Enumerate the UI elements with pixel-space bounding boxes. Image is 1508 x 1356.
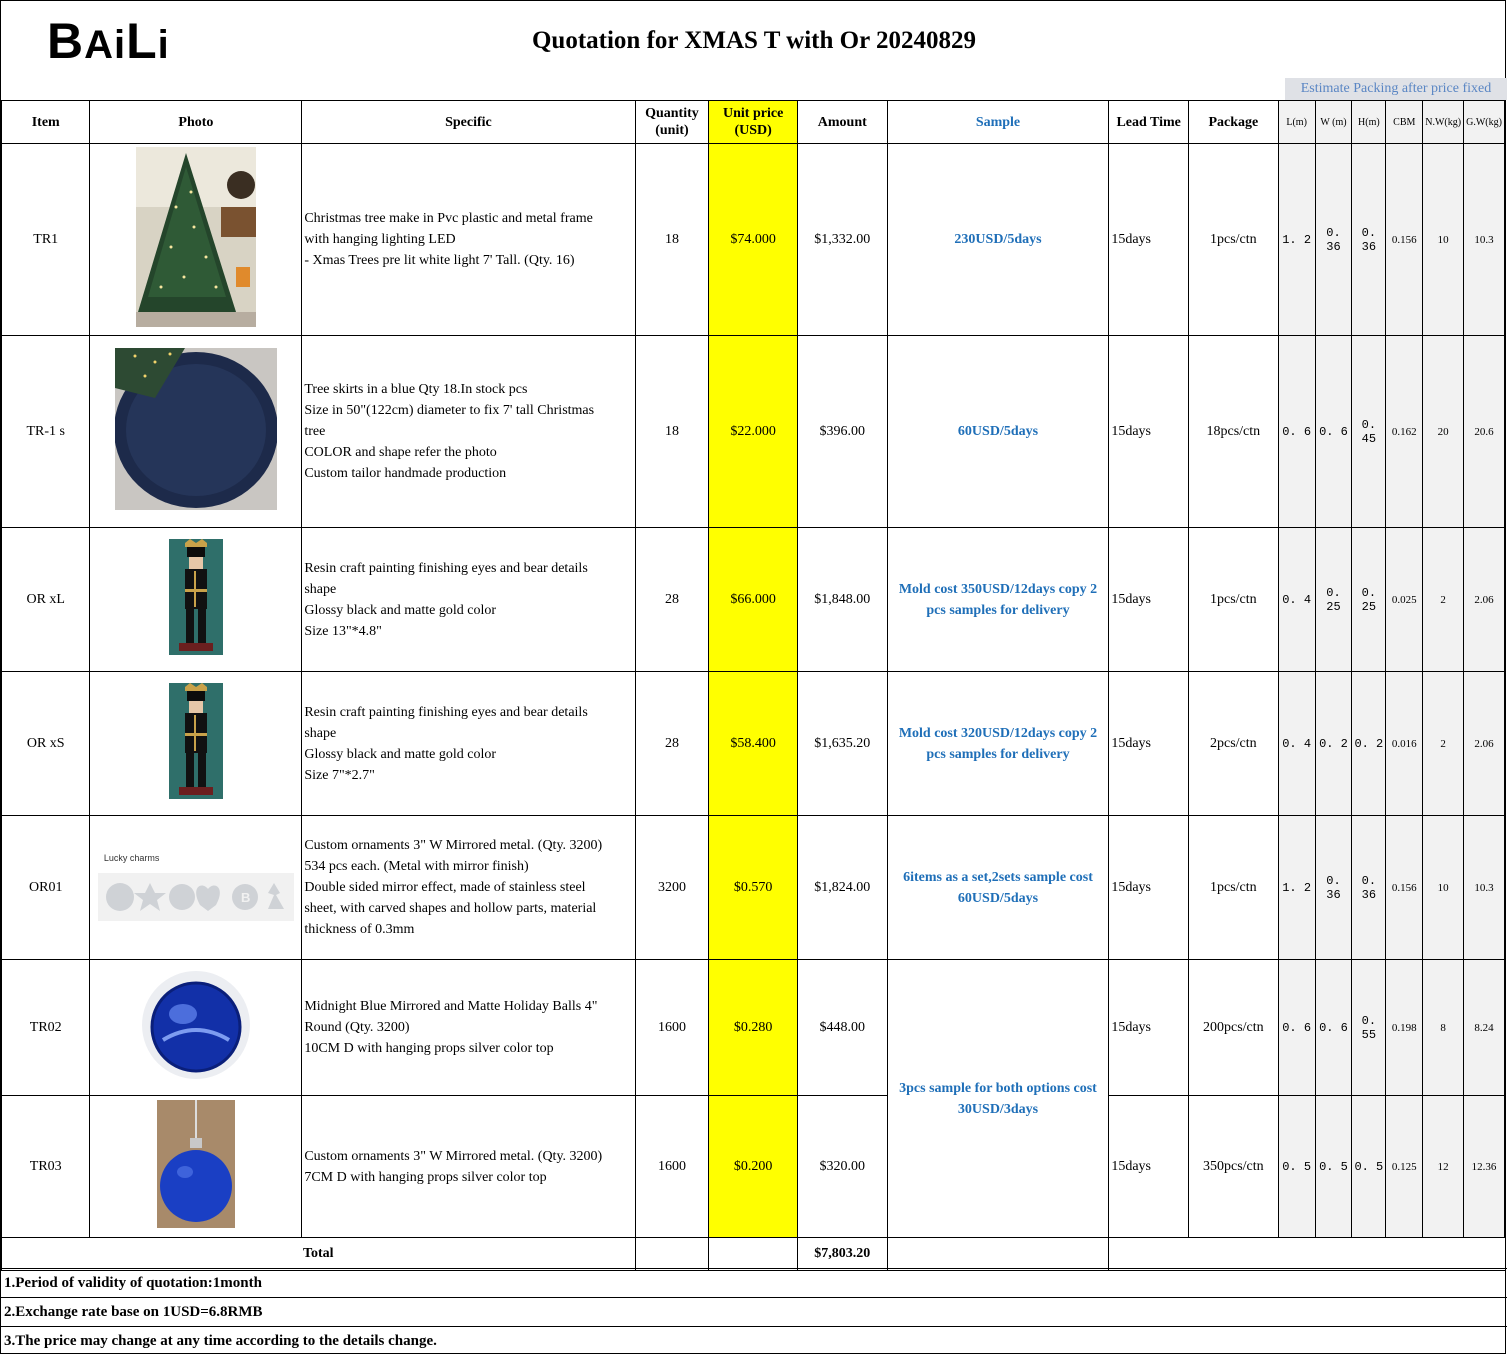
cell-unit-price: $74.000 — [709, 144, 798, 336]
cell-l: 0. 5 — [1278, 1096, 1315, 1238]
cell-lead-time: 15days — [1109, 144, 1189, 336]
cell-unit-price: $22.000 — [709, 336, 798, 528]
cell-quantity: 18 — [635, 144, 709, 336]
cell-w: 0. 36 — [1315, 144, 1352, 336]
header-l: L(m) — [1278, 101, 1315, 144]
cell-amount: $1,824.00 — [797, 816, 887, 960]
cell-l: 1. 2 — [1278, 816, 1315, 960]
cell-w: 0. 2 — [1315, 672, 1352, 816]
cell-photo — [90, 144, 302, 336]
table-row — [2, 336, 1505, 528]
header-gw: G.W(kg) — [1464, 101, 1505, 144]
cell-package: 1pcs/ctn — [1188, 528, 1278, 672]
cell-package: 200pcs/ctn — [1188, 960, 1278, 1096]
cell-specific: Tree skirts in a blue Qty 18.In stock pcs Size in 50"(122cm) diameter to fix 7' tall Christmas tree COLOR and shape refer the photo Custom tailor handmade production — [302, 336, 635, 528]
cell-l: 0. 4 — [1278, 672, 1315, 816]
cell-sample: 230USD/5days — [887, 144, 1109, 336]
cell-w: 0. 25 — [1315, 528, 1352, 672]
cell-item: TR03 — [2, 1096, 90, 1238]
cell-nw: 10 — [1423, 816, 1464, 960]
estimate-packing-label: Estimate Packing after price fixed — [1285, 78, 1507, 100]
cell-package: 2pcs/ctn — [1188, 672, 1278, 816]
total-blank — [1109, 1238, 1505, 1271]
product-photo — [92, 853, 299, 923]
table-row — [2, 816, 1505, 960]
header-lead-time: Lead Time — [1109, 101, 1189, 144]
cell-cbm: 0.198 — [1386, 960, 1423, 1096]
cell-quantity: 28 — [635, 672, 709, 816]
total-qty-cell — [635, 1238, 709, 1271]
cell-gw: 8.24 — [1464, 960, 1505, 1096]
header-sample: Sample — [887, 101, 1109, 144]
cell-sample: 60USD/5days — [887, 336, 1109, 528]
header-w: W (m) — [1315, 101, 1352, 144]
cell-quantity: 1600 — [635, 1096, 709, 1238]
cell-h: 0. 55 — [1352, 960, 1386, 1096]
cell-package: 1pcs/ctn — [1188, 816, 1278, 960]
cell-quantity: 18 — [635, 336, 709, 528]
cell-item: TR-1 s — [2, 336, 90, 528]
cell-nw: 20 — [1423, 336, 1464, 528]
cell-package: 350pcs/ctn — [1188, 1096, 1278, 1238]
header-cbm: CBM — [1386, 101, 1423, 144]
table-row — [2, 528, 1505, 672]
cell-specific: Resin craft painting finishing eyes and bear details shape Glossy black and matte gold color Size 13"*4.8" — [302, 528, 635, 672]
header-amount: Amount — [797, 101, 887, 144]
cell-specific: Midnight Blue Mirrored and Matte Holiday Balls 4" Round (Qty. 3200) 10CM D with hanging props silver color top — [302, 960, 635, 1096]
cell-photo — [90, 528, 302, 672]
cell-specific: Christmas tree make in Pvc plastic and metal frame with hanging lighting LED - Xmas Trees pre lit white light 7' Tall. (Qty. 16) — [302, 144, 635, 336]
cell-cbm: 0.156 — [1386, 144, 1423, 336]
cell-amount: $1,635.20 — [797, 672, 887, 816]
cell-photo — [90, 960, 302, 1096]
cell-l: 1. 2 — [1278, 144, 1315, 336]
cell-lead-time: 15days — [1109, 816, 1189, 960]
product-photo — [92, 147, 299, 332]
quotation-table — [1, 100, 1505, 1271]
cell-package: 1pcs/ctn — [1188, 144, 1278, 336]
cell-h: 0. 5 — [1352, 1096, 1386, 1238]
cell-cbm: 0.125 — [1386, 1096, 1423, 1238]
table-row — [2, 144, 1505, 336]
cell-item: OR xL — [2, 528, 90, 672]
cell-specific: Custom ornaments 3" W Mirrored metal. (Qty. 3200) 534 pcs each. (Metal with mirror finish) Double sided mirror effect, made of stainless steel sheet, with carved shapes and hollow parts, material thickness of 0.3mm — [302, 816, 635, 960]
cell-w: 0. 6 — [1315, 960, 1352, 1096]
note-exchange-rate: 2.Exchange rate base on 1USD=6.8RMB — [1, 1297, 1507, 1326]
header-row — [2, 101, 1505, 144]
cell-cbm: 0.156 — [1386, 816, 1423, 960]
product-photo — [92, 970, 299, 1085]
svg-text:B: B — [240, 889, 251, 905]
cell-specific: Custom ornaments 3" W Mirrored metal. (Qty. 3200) 7CM D with hanging props silver color top — [302, 1096, 635, 1238]
cell-sample: 3pcs sample for both options cost 30USD/3days — [887, 960, 1109, 1238]
product-photo — [92, 683, 299, 804]
cell-sample: Mold cost 350USD/12days copy 2 pcs samples for delivery — [887, 528, 1109, 672]
cell-nw: 2 — [1423, 672, 1464, 816]
table-row — [2, 960, 1505, 1096]
baili-logo: BAiLi — [47, 13, 170, 69]
cell-amount: $320.00 — [797, 1096, 887, 1238]
cell-l: 0. 4 — [1278, 528, 1315, 672]
cell-h: 0. 36 — [1352, 144, 1386, 336]
cell-gw: 20.6 — [1464, 336, 1505, 528]
table-row — [2, 1096, 1505, 1238]
product-photo — [92, 348, 299, 515]
product-photo — [92, 1100, 299, 1233]
header-item: Item — [2, 101, 90, 144]
header-package: Package — [1188, 101, 1278, 144]
header-photo: Photo — [90, 101, 302, 144]
cell-cbm: 0.025 — [1386, 528, 1423, 672]
cell-sample: Mold cost 320USD/12days copy 2 pcs samples for delivery — [887, 672, 1109, 816]
cell-h: 0. 45 — [1352, 336, 1386, 528]
header-unit-price: Unit price (USD) — [709, 101, 798, 144]
cell-specific: Resin craft painting finishing eyes and bear details shape Glossy black and matte gold color Size 7"*2.7" — [302, 672, 635, 816]
cell-lead-time: 15days — [1109, 336, 1189, 528]
cell-package: 18pcs/ctn — [1188, 336, 1278, 528]
cell-item: OR01 — [2, 816, 90, 960]
cell-lead-time: 15days — [1109, 960, 1189, 1096]
cell-w: 0. 6 — [1315, 336, 1352, 528]
cell-nw: 12 — [1423, 1096, 1464, 1238]
cell-unit-price: $0.200 — [709, 1096, 798, 1238]
total-amount: $7,803.20 — [797, 1238, 887, 1271]
cell-gw: 2.06 — [1464, 672, 1505, 816]
cell-w: 0. 36 — [1315, 816, 1352, 960]
cell-w: 0. 5 — [1315, 1096, 1352, 1238]
note-validity: 1.Period of validity of quotation:1month — [1, 1268, 1507, 1297]
cell-unit-price: $0.570 — [709, 816, 798, 960]
header-h: H(m) — [1352, 101, 1386, 144]
cell-nw: 2 — [1423, 528, 1464, 672]
table-row — [2, 672, 1505, 816]
total-sample-cell — [887, 1238, 1109, 1271]
cell-cbm: 0.016 — [1386, 672, 1423, 816]
header-nw: N.W(kg) — [1423, 101, 1464, 144]
cell-lead-time: 15days — [1109, 672, 1189, 816]
cell-nw: 10 — [1423, 144, 1464, 336]
cell-h: 0. 36 — [1352, 816, 1386, 960]
cell-photo — [90, 336, 302, 528]
cell-gw: 2.06 — [1464, 528, 1505, 672]
total-row — [2, 1238, 1505, 1271]
cell-unit-price: $58.400 — [709, 672, 798, 816]
header-specific: Specific — [302, 101, 635, 144]
total-label: Total — [2, 1238, 636, 1271]
cell-item: TR1 — [2, 144, 90, 336]
cell-cbm: 0.162 — [1386, 336, 1423, 528]
header-quantity: Quantity (unit) — [635, 101, 709, 144]
cell-amount: $1,332.00 — [797, 144, 887, 336]
cell-sample: 6items as a set,2sets sample cost 60USD/5days — [887, 816, 1109, 960]
cell-nw: 8 — [1423, 960, 1464, 1096]
cell-photo — [90, 816, 302, 960]
cell-gw: 10.3 — [1464, 144, 1505, 336]
cell-gw: 10.3 — [1464, 816, 1505, 960]
cell-photo — [90, 1096, 302, 1238]
cell-amount: $396.00 — [797, 336, 887, 528]
cell-unit-price: $0.280 — [709, 960, 798, 1096]
cell-gw: 12.36 — [1464, 1096, 1505, 1238]
cell-lead-time: 15days — [1109, 1096, 1189, 1238]
cell-l: 0. 6 — [1278, 960, 1315, 1096]
cell-unit-price: $66.000 — [709, 528, 798, 672]
cell-item: TR02 — [2, 960, 90, 1096]
cell-quantity: 3200 — [635, 816, 709, 960]
cell-amount: $1,848.00 — [797, 528, 887, 672]
note-price-change: 3.The price may change at any time according to the details change. — [1, 1326, 1507, 1355]
cell-item: OR xS — [2, 672, 90, 816]
cell-lead-time: 15days — [1109, 528, 1189, 672]
cell-h: 0. 25 — [1352, 528, 1386, 672]
cell-h: 0. 2 — [1352, 672, 1386, 816]
page-title: Quotation for XMAS T with Or 20240829 — [531, 27, 977, 54]
cell-l: 0. 6 — [1278, 336, 1315, 528]
cell-photo — [90, 672, 302, 816]
photo-caption: Lucky charms — [103, 852, 160, 863]
cell-amount: $448.00 — [797, 960, 887, 1096]
total-price-cell — [709, 1238, 798, 1271]
product-photo — [92, 539, 299, 660]
cell-quantity: 28 — [635, 528, 709, 672]
cell-quantity: 1600 — [635, 960, 709, 1096]
